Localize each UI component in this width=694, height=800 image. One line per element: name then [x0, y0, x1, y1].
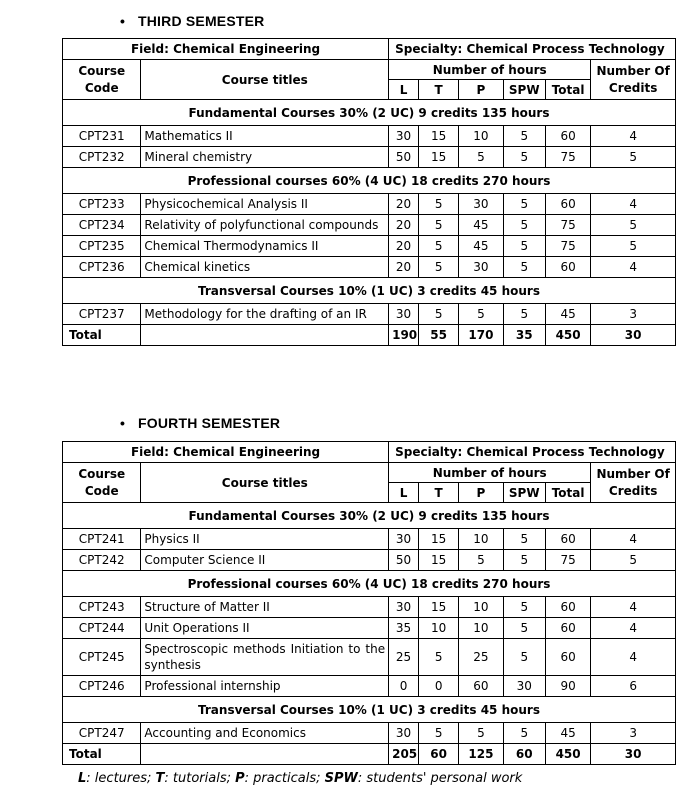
section-row — [63, 571, 676, 597]
section-heading: Fundamental Courses 30% (2 UC) 9 credits 135 hours — [63, 100, 676, 126]
header-row — [63, 463, 676, 483]
hours-spw: 5 — [503, 215, 545, 236]
hours-total: 90 — [545, 676, 590, 697]
hours-total: 60 — [545, 639, 590, 676]
legend-text: : students' personal work — [357, 771, 523, 786]
course-title: Physicochemical Analysis II — [141, 194, 389, 215]
hours-l: 20 — [389, 194, 419, 215]
hours-subheader-total: Total — [545, 483, 590, 503]
hours-t: 5 — [419, 723, 459, 744]
total-spw: 35 — [503, 325, 545, 346]
total-total: 450 — [545, 744, 590, 765]
hours-spw: 5 — [503, 147, 545, 168]
course-code: CPT231 — [63, 126, 141, 147]
course-row — [63, 529, 676, 550]
hours-credits: 5 — [591, 236, 676, 257]
legend-text: : lectures; — [86, 771, 156, 786]
course-code: CPT233 — [63, 194, 141, 215]
total-credits: 30 — [591, 744, 676, 765]
hours-credits: 3 — [591, 304, 676, 325]
hours-spw: 5 — [503, 194, 545, 215]
hours-t: 0 — [419, 676, 459, 697]
hours-p: 5 — [459, 550, 503, 571]
hours-t: 15 — [419, 597, 459, 618]
course-code: CPT242 — [63, 550, 141, 571]
course-title: Physics II — [141, 529, 389, 550]
hours-t: 5 — [419, 215, 459, 236]
hours-header: Number of hours — [389, 463, 591, 483]
hours-subheader-p: P — [459, 80, 503, 100]
legend-key: SPW — [324, 771, 358, 786]
hours-subheader-total: Total — [545, 80, 590, 100]
course-title: Chemical kinetics — [141, 257, 389, 278]
course-title: Spectroscopic methods Initiation to the synthesis — [141, 639, 389, 676]
course-title: Relativity of polyfunctional compounds — [141, 215, 389, 236]
hours-spw: 5 — [503, 639, 545, 676]
hours-total: 60 — [545, 257, 590, 278]
section-row — [63, 278, 676, 304]
hours-t: 5 — [419, 236, 459, 257]
course-row — [63, 126, 676, 147]
hours-spw: 5 — [503, 723, 545, 744]
hours-total: 60 — [545, 126, 590, 147]
course-row — [63, 304, 676, 325]
course-code-header-text: Course Code — [78, 466, 126, 498]
section-row — [63, 168, 676, 194]
hours-spw: 5 — [503, 597, 545, 618]
hours-subheader-l: L — [389, 80, 419, 100]
total-p: 125 — [459, 744, 503, 765]
course-code: CPT236 — [63, 257, 141, 278]
hours-credits: 4 — [591, 639, 676, 676]
hours-t: 15 — [419, 147, 459, 168]
total-row — [63, 744, 676, 765]
credits-header — [591, 60, 676, 100]
course-title: Mineral chemistry — [141, 147, 389, 168]
hours-total: 60 — [545, 529, 590, 550]
hours-subheader-t: T — [419, 483, 459, 503]
hours-spw: 5 — [503, 257, 545, 278]
course-code: CPT243 — [63, 597, 141, 618]
hours-p: 25 — [459, 639, 503, 676]
semester-title: THIRD SEMESTER — [138, 13, 265, 29]
course-code-header — [63, 463, 141, 503]
field-label: Field: Chemical Engineering — [63, 442, 389, 463]
hours-l: 0 — [389, 676, 419, 697]
hours-l: 30 — [389, 723, 419, 744]
hours-p: 5 — [459, 723, 503, 744]
header-row — [63, 60, 676, 80]
hours-credits: 4 — [591, 597, 676, 618]
course-title: Unit Operations II — [141, 618, 389, 639]
hours-p: 5 — [459, 304, 503, 325]
semester-title: FOURTH SEMESTER — [138, 415, 281, 431]
hours-credits: 5 — [591, 147, 676, 168]
hours-total: 60 — [545, 194, 590, 215]
course-row — [63, 618, 676, 639]
hours-l: 30 — [389, 597, 419, 618]
hours-l: 30 — [389, 304, 419, 325]
course-title: Professional internship — [141, 676, 389, 697]
hours-t: 5 — [419, 639, 459, 676]
hours-l: 20 — [389, 257, 419, 278]
hours-credits: 6 — [591, 676, 676, 697]
course-title: Accounting and Economics — [141, 723, 389, 744]
hours-l: 35 — [389, 618, 419, 639]
section-row — [63, 503, 676, 529]
hours-l: 20 — [389, 236, 419, 257]
course-title: Methodology for the drafting of an IR — [141, 304, 389, 325]
hours-spw: 5 — [503, 304, 545, 325]
hours-t: 15 — [419, 529, 459, 550]
hours-total: 45 — [545, 723, 590, 744]
credits-header-text: Number Of Credits — [596, 466, 670, 498]
hours-p: 10 — [459, 529, 503, 550]
hours-p: 30 — [459, 194, 503, 215]
hours-credits: 4 — [591, 126, 676, 147]
total-label: Total — [63, 325, 141, 346]
total-empty-cell — [141, 325, 389, 346]
hours-p: 10 — [459, 618, 503, 639]
total-l: 190 — [389, 325, 419, 346]
hours-credits: 5 — [591, 550, 676, 571]
hours-total: 75 — [545, 236, 590, 257]
hours-l: 50 — [389, 550, 419, 571]
hours-l: 30 — [389, 126, 419, 147]
course-row — [63, 550, 676, 571]
hours-credits: 4 — [591, 257, 676, 278]
hours-spw: 5 — [503, 126, 545, 147]
course-row — [63, 194, 676, 215]
hours-p: 10 — [459, 597, 503, 618]
course-code: CPT241 — [63, 529, 141, 550]
course-row — [63, 639, 676, 676]
field-row — [63, 39, 676, 60]
hours-t: 5 — [419, 257, 459, 278]
course-code: CPT245 — [63, 639, 141, 676]
hours-total: 60 — [545, 618, 590, 639]
total-t: 60 — [419, 744, 459, 765]
course-title: Chemical Thermodynamics II — [141, 236, 389, 257]
total-empty-cell — [141, 744, 389, 765]
hours-p: 10 — [459, 126, 503, 147]
hours-l: 20 — [389, 215, 419, 236]
hours-total: 60 — [545, 597, 590, 618]
course-titles-header: Course titles — [141, 60, 389, 100]
legend-text: : tutorials; — [164, 771, 236, 786]
hours-l: 50 — [389, 147, 419, 168]
course-code: CPT247 — [63, 723, 141, 744]
hours-total: 75 — [545, 215, 590, 236]
bullet-icon: • — [120, 415, 126, 431]
hours-total: 75 — [545, 147, 590, 168]
semester-heading — [120, 13, 264, 29]
bullet-icon: • — [120, 13, 126, 29]
total-l: 205 — [389, 744, 419, 765]
hours-total: 75 — [545, 550, 590, 571]
section-heading: Professional courses 60% (4 UC) 18 credits 270 hours — [63, 571, 676, 597]
hours-subheader-l: L — [389, 483, 419, 503]
total-spw: 60 — [503, 744, 545, 765]
section-heading: Fundamental Courses 30% (2 UC) 9 credits 135 hours — [63, 503, 676, 529]
section-row — [63, 697, 676, 723]
total-label: Total — [63, 744, 141, 765]
section-row — [63, 100, 676, 126]
hours-t: 15 — [419, 550, 459, 571]
hours-subheader-t: T — [419, 80, 459, 100]
hours-spw: 5 — [503, 550, 545, 571]
course-row — [63, 597, 676, 618]
course-code: CPT237 — [63, 304, 141, 325]
hours-subheader-spw: SPW — [503, 483, 545, 503]
hours-credits: 5 — [591, 215, 676, 236]
hours-l: 30 — [389, 529, 419, 550]
hours-credits: 4 — [591, 618, 676, 639]
hours-t: 5 — [419, 194, 459, 215]
section-heading: Professional courses 60% (4 UC) 18 credits 270 hours — [63, 168, 676, 194]
legend-key: T — [155, 771, 165, 786]
hours-subheader-p: P — [459, 483, 503, 503]
hours-p: 60 — [459, 676, 503, 697]
legend-key: P — [235, 771, 245, 786]
credits-header-text: Number Of Credits — [596, 63, 670, 95]
hours-t: 10 — [419, 618, 459, 639]
total-row — [63, 325, 676, 346]
course-code: CPT246 — [63, 676, 141, 697]
hours-l: 25 — [389, 639, 419, 676]
hours-credits: 4 — [591, 194, 676, 215]
course-title: Structure of Matter II — [141, 597, 389, 618]
hours-credits: 4 — [591, 529, 676, 550]
total-total: 450 — [545, 325, 590, 346]
course-row — [63, 236, 676, 257]
course-code-header-text: Course Code — [78, 63, 126, 95]
hours-spw: 5 — [503, 529, 545, 550]
section-heading: Transversal Courses 10% (1 UC) 3 credits 45 hours — [63, 278, 676, 304]
course-row — [63, 676, 676, 697]
course-code: CPT244 — [63, 618, 141, 639]
course-title: Mathematics II — [141, 126, 389, 147]
credits-header — [591, 463, 676, 503]
legend-text: : practicals; — [244, 771, 325, 786]
legend — [78, 771, 522, 786]
hours-spw: 30 — [503, 676, 545, 697]
section-heading: Transversal Courses 10% (1 UC) 3 credits 45 hours — [63, 697, 676, 723]
hours-p: 5 — [459, 147, 503, 168]
hours-header: Number of hours — [389, 60, 591, 80]
total-t: 55 — [419, 325, 459, 346]
hours-spw: 5 — [503, 618, 545, 639]
course-titles-header: Course titles — [141, 463, 389, 503]
hours-spw: 5 — [503, 236, 545, 257]
course-code-header — [63, 60, 141, 100]
total-p: 170 — [459, 325, 503, 346]
course-code: CPT234 — [63, 215, 141, 236]
hours-credits: 3 — [591, 723, 676, 744]
hours-subheader-spw: SPW — [503, 80, 545, 100]
specialty-label: Specialty: Chemical Process Technology — [389, 39, 676, 60]
course-row — [63, 147, 676, 168]
hours-t: 15 — [419, 126, 459, 147]
hours-p: 45 — [459, 236, 503, 257]
course-code: CPT235 — [63, 236, 141, 257]
hours-t: 5 — [419, 304, 459, 325]
semester-table — [62, 38, 676, 346]
hours-p: 45 — [459, 215, 503, 236]
legend-key: L — [78, 771, 87, 786]
hours-total: 45 — [545, 304, 590, 325]
hours-p: 30 — [459, 257, 503, 278]
total-credits: 30 — [591, 325, 676, 346]
specialty-label: Specialty: Chemical Process Technology — [389, 442, 676, 463]
course-code: CPT232 — [63, 147, 141, 168]
course-row — [63, 723, 676, 744]
course-row — [63, 257, 676, 278]
course-row — [63, 215, 676, 236]
semester-heading — [120, 415, 280, 431]
field-label: Field: Chemical Engineering — [63, 39, 389, 60]
semester-table — [62, 441, 676, 765]
course-title: Computer Science II — [141, 550, 389, 571]
field-row — [63, 442, 676, 463]
